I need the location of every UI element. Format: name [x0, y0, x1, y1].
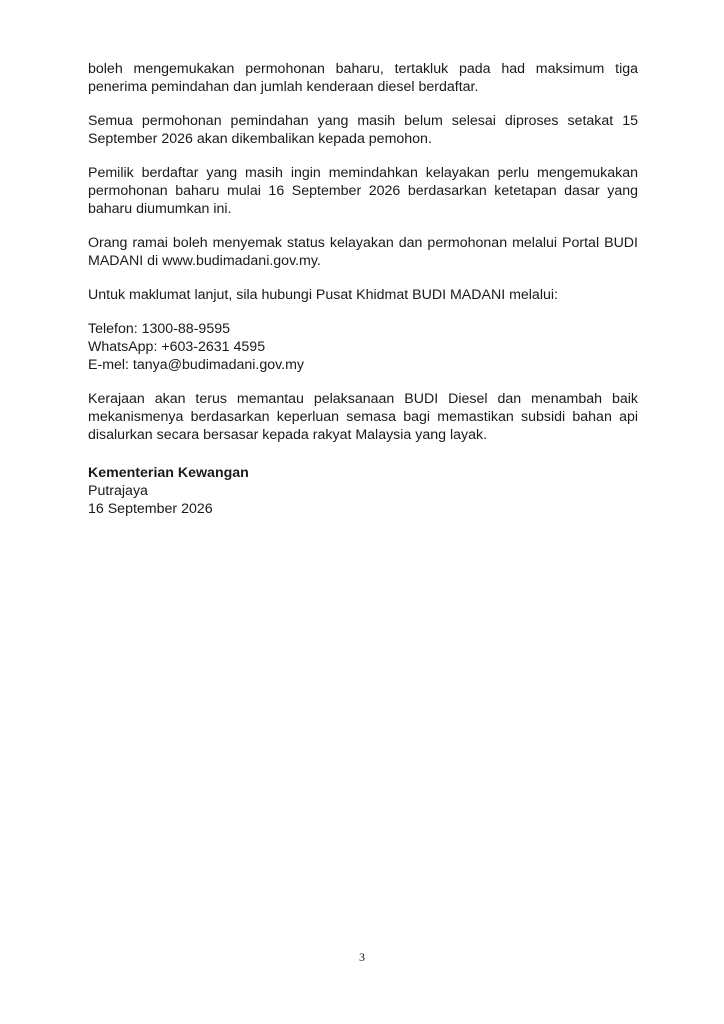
contact-email: E-mel: tanya@budimadani.gov.my	[88, 357, 305, 373]
signature-organization: Kementerian Kewangan	[88, 465, 249, 481]
contact-phone: Telefon: 1300-88-9595	[88, 321, 230, 337]
paragraph-portal-info: Orang ramai boleh menyemak status kelayakan dan permohonan melalui Portal BUDI MADANI di www.budimadani.gov.my.	[88, 235, 638, 269]
signature-location: Putrajaya	[88, 483, 148, 499]
signature-block	[88, 464, 638, 518]
paragraph-transfer-limit: boleh mengemukakan permohonan baharu, tertakluk pada had maksimum tiga penerima pemindahan dan jumlah kenderaan diesel berdaftar.	[88, 61, 638, 95]
paragraph-closing: Kerajaan akan terus memantau pelaksanaan BUDI Diesel dan menambah baik mekanismenya berdasarkan keperluan semasa bagi memastikan subsidi bahan api disalurkan secara bersasar kepada rakyat Malaysia yang layak.	[88, 391, 638, 443]
signature-date: 16 September 2026	[88, 501, 213, 517]
contact-details	[88, 320, 638, 374]
paragraph-contact-intro: Untuk maklumat lanjut, sila hubungi Pusat Khidmat BUDI MADANI melalui:	[88, 287, 558, 303]
contact-whatsapp: WhatsApp: +603-2631 4595	[88, 339, 266, 355]
paragraph-pending-applications: Semua permohonan pemindahan yang masih belum selesai diproses setakat 15 September 2026 akan dikembalikan kepada pemohon.	[88, 113, 638, 147]
page-number: 3	[359, 950, 365, 964]
document-body	[88, 60, 638, 518]
paragraph-new-application: Pemilik berdaftar yang masih ingin memindahkan kelayakan perlu mengemukakan permohonan baharu mulai 16 September 2026 berdasarkan ketetapan dasar yang baharu diumumkan ini.	[88, 165, 638, 217]
